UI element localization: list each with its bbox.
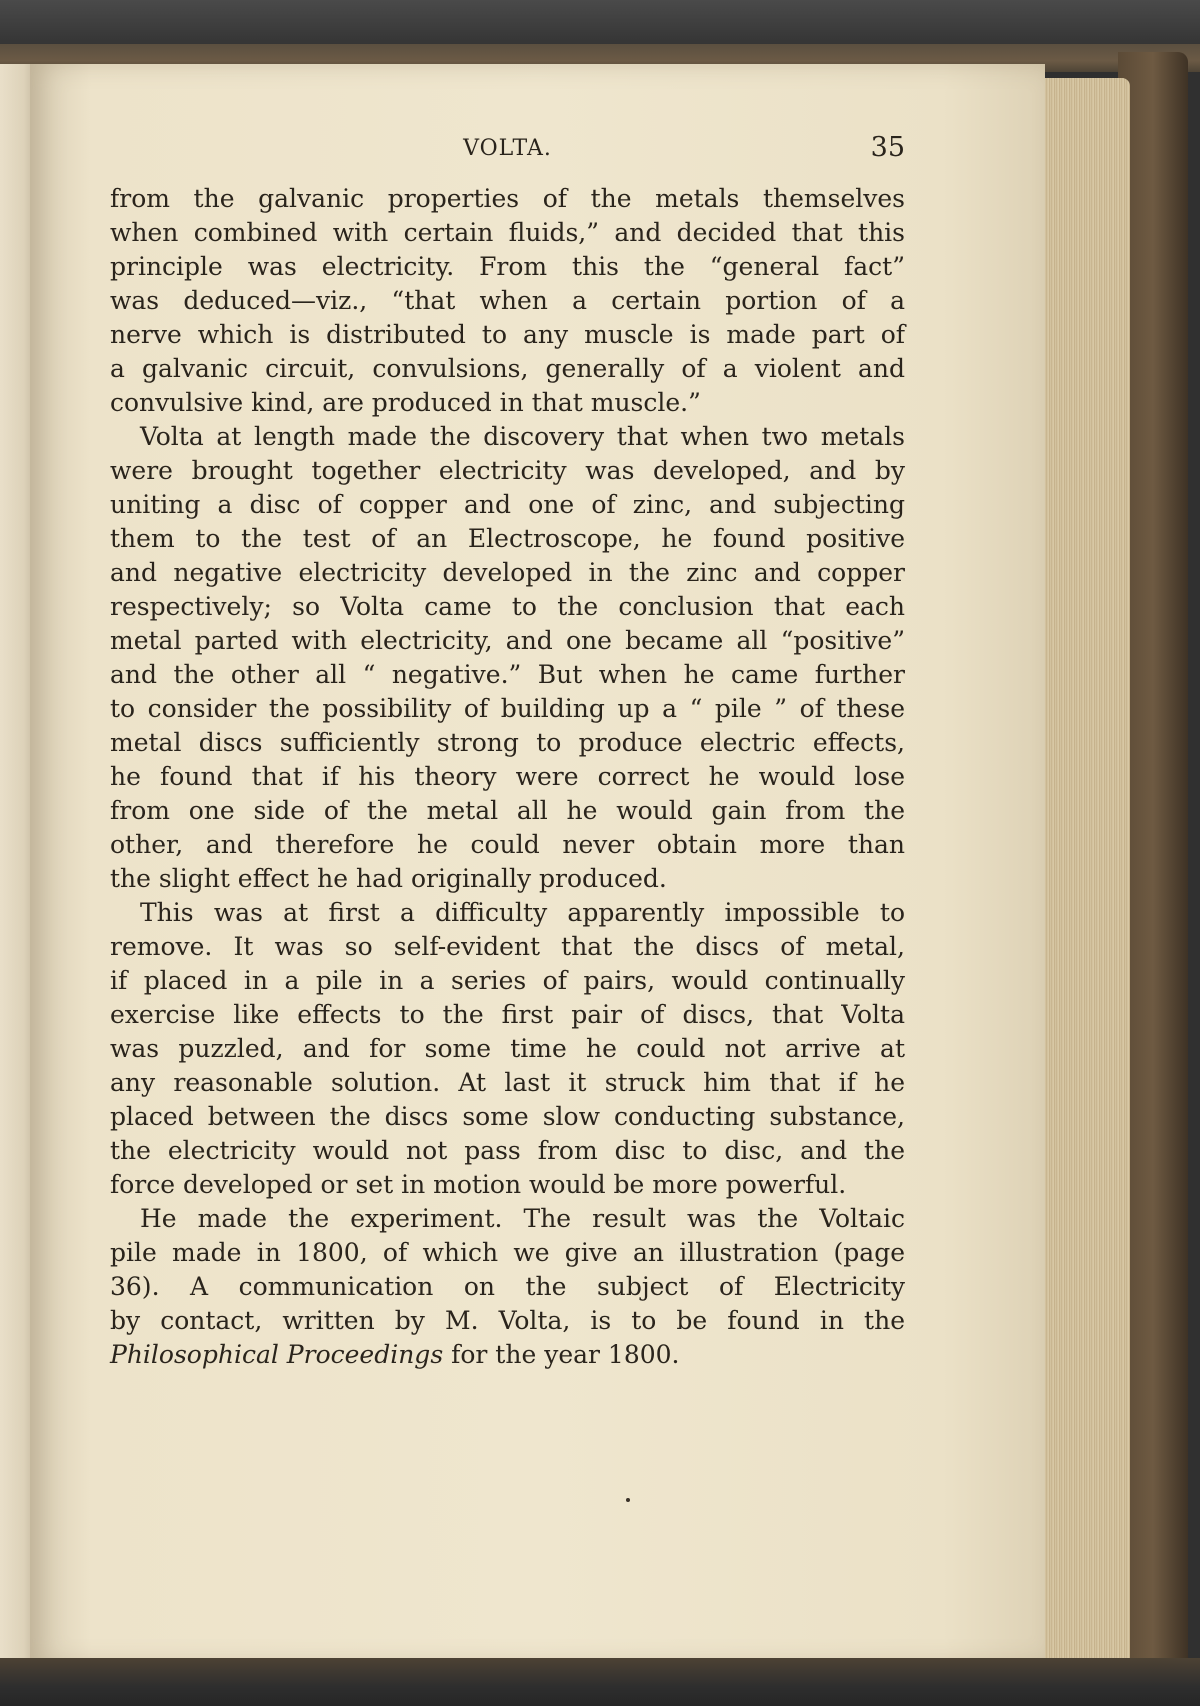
text-fragment: for the year 1800.	[443, 1340, 680, 1369]
page-text-block	[110, 130, 905, 1372]
text-line: if placed in a pile in a series of pairs, would continually	[110, 966, 905, 995]
text-line: Volta at length made the discovery that when two metals	[140, 422, 905, 451]
text-line: metal discs sufficiently strong to produce electric effects,	[110, 728, 905, 757]
text-line: 36). A communication on the subject of Electricity	[110, 1272, 905, 1301]
text-line: were brought together electricity was developed, and by	[110, 456, 905, 485]
text-line: metal parted with electricity, and one became all “positive”	[110, 626, 905, 655]
running-title: VOLTA.	[463, 136, 552, 161]
text-line: remove. It was so self-evident that the discs of metal,	[110, 932, 905, 961]
text-line: principle was electricity. From this the “general fact”	[110, 252, 905, 281]
text-line: when combined with certain fluids,” and decided that this	[110, 218, 905, 247]
text-line: by contact, written by M. Volta, is to be found in the	[110, 1306, 905, 1335]
text-line: convulsive kind, are produced in that muscle.”	[110, 388, 701, 417]
text-line: was puzzled, and for some time he could not arrive at	[110, 1034, 905, 1063]
text-line: pile made in 1800, of which we give an illustration (page	[110, 1238, 905, 1267]
text-line: was deduced—viz., “that when a certain portion of a	[110, 286, 905, 315]
journal-title: Philosophical Proceedings	[110, 1340, 444, 1369]
text-line: the electricity would not pass from disc to disc, and the	[110, 1136, 905, 1165]
print-mark	[626, 1498, 630, 1502]
text-line: This was at first a difficulty apparently impossible to	[140, 898, 905, 927]
paragraph-1	[110, 182, 905, 420]
text-line: exercise like effects to the first pair of discs, that Volta	[110, 1000, 905, 1029]
text-line: and the other all “ negative.” But when he came further	[110, 660, 905, 689]
text-line: the slight effect he had originally produced.	[110, 864, 667, 893]
text-line: to consider the possibility of building up a “ pile ” of these	[110, 694, 905, 723]
text-line: other, and therefore he could never obtain more than	[110, 830, 905, 859]
text-line: he found that if his theory were correct he would lose	[110, 762, 905, 791]
text-line: from the galvanic properties of the metals themselves	[110, 184, 905, 213]
text-line: placed between the discs some slow conducting substance,	[110, 1102, 905, 1131]
page-edges	[1040, 78, 1130, 1668]
text-line: nerve which is distributed to any muscle is made part of	[110, 320, 905, 349]
text-line: any reasonable solution. At last it struck him that if he	[110, 1068, 905, 1097]
running-head	[110, 130, 905, 174]
text-line: a galvanic circuit, convulsions, generally of a violent and	[110, 354, 905, 383]
text-line: He made the experiment. The result was the Voltaic	[140, 1204, 905, 1233]
scanner-bar	[0, 0, 1200, 48]
text-line-final	[110, 1338, 905, 1372]
text-line: and negative electricity developed in the zinc and copper	[110, 558, 905, 587]
paragraph-4	[110, 1202, 905, 1372]
text-line: respectively; so Volta came to the conclusion that each	[110, 592, 905, 621]
text-line: from one side of the metal all he would gain from the	[110, 796, 905, 825]
page-number: 35	[870, 132, 905, 163]
text-line: force developed or set in motion would be more powerful.	[110, 1170, 847, 1199]
text-line: them to the test of an Electroscope, he found positive	[110, 524, 905, 553]
text-line: uniting a disc of copper and one of zinc, and subjecting	[110, 490, 905, 519]
paragraph-3	[110, 896, 905, 1202]
paragraph-2	[110, 420, 905, 896]
book-cover-bottom-edge	[0, 1658, 1200, 1706]
